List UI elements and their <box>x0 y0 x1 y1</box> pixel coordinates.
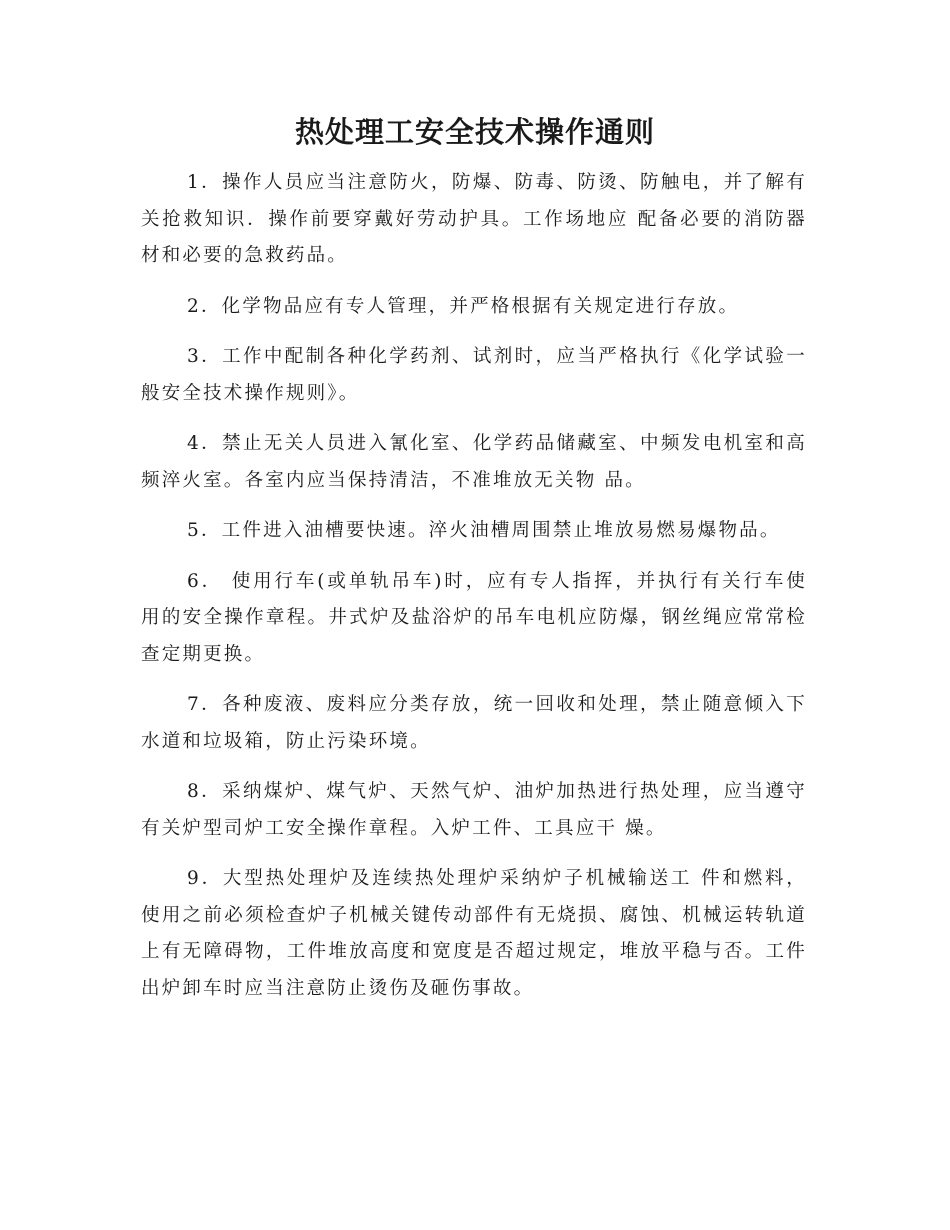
paragraph-4: 4．禁止无关人员进入氰化室、化学药品储藏室、中频发电机室和高频淬火室。各室内应当保持清洁，不准堆放无关物 品。 <box>141 433 807 491</box>
document-title: 热处理工安全技术操作通则 <box>294 115 655 149</box>
paragraph-2: 2．化学物品应有专人管理，并严格根据有关规定进行存放。 <box>187 295 740 317</box>
paragraph-1: 1．操作人员应当注意防火，防爆、防毒、防烫、防触电，并了解有关抢救知识．操作前要穿戴好劳动护具。工作场地应 配备必要的消防器材和必要的急救药品。 <box>141 172 807 266</box>
paragraph-9: 9．大型热处理炉及连续热处理炉采纳炉子机械输送工 件和燃料，使用之前必须检查炉子机械关键传动部件有无烧损、腐蚀、机械运转轨道上有无障碍物，工件堆放高度和宽度是否超过规定，堆放平稳与否。工件出炉卸车时应当注意防止烫伤及砸伤事故。 <box>141 868 807 999</box>
paragraph-6: 6． 使用行车(或单轨吊车)时，应有专人指挥，并执行有关行车使用的安全操作章程。井式炉及盐浴炉的吊车电机应防爆，钢丝绳应常常检查定期更换。 <box>141 570 807 665</box>
paragraph-5: 5．工件进入油槽要快速。淬火油槽周围禁止堆放易燃易爆物品。 <box>187 520 781 541</box>
paragraph-7: 7．各种废液、废料应分类存放，统一回收和处理，禁止随意倾入下水道和垃圾箱，防止污染环境。 <box>141 694 807 752</box>
paragraph-8: 8．采纳煤炉、煤气炉、天然气炉、油炉加热进行热处理，应当遵守有关炉型司炉工安全操作章程。入炉工件、工具应干 燥。 <box>141 781 807 839</box>
document-body <box>141 165 807 1021</box>
paragraph-3: 3．工作中配制各种化学药剂、试剂时，应当严格执行《化学试验一般安全技术操作规则》。 <box>141 346 807 404</box>
